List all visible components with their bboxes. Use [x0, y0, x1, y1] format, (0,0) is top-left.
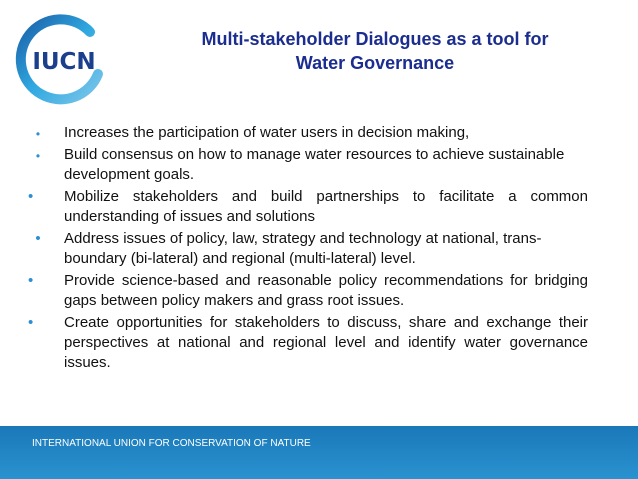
bullet-list [28, 123, 588, 375]
bullet-icon: • [35, 230, 41, 247]
title-line-2: Water Governance [295, 53, 455, 73]
bullet-icon: • [35, 127, 41, 141]
title-line-1: Multi-stakeholder Dialogues as a tool for [201, 29, 549, 49]
bullet-icon: • [28, 188, 34, 205]
bullet-item [28, 145, 588, 185]
iucn-logo [10, 12, 110, 112]
bullet-text: Mobilize stakeholders and build partnerships to facilitate a common understanding of issues and solutions [64, 188, 588, 225]
slide-title [150, 27, 600, 75]
bullet-icon: • [28, 314, 34, 331]
bullet-item [28, 187, 588, 227]
bullet-icon: • [35, 149, 41, 163]
bullet-text: Address issues of policy, law, strategy and technology at national, trans-boundary (bi-lateral) and regional (multi-lateral) level. [64, 230, 542, 267]
bullet-text: Provide science-based and reasonable policy recommendations for bridging gaps between policy makers and grass root issues. [64, 272, 588, 309]
bullet-text: Build consensus on how to manage water resources to achieve sustainable development goals. [64, 146, 565, 183]
bullet-item [28, 271, 588, 311]
bullet-text: Increases the participation of water users in decision making, [64, 124, 470, 141]
bullet-item [28, 229, 588, 269]
bullet-item [28, 313, 588, 373]
bullet-item [28, 123, 588, 143]
bullet-text: Create opportunities for stakeholders to discuss, share and exchange their perspectives at national and regional level and identify water governance issues. [64, 314, 588, 371]
footer-text: INTERNATIONAL UNION FOR CONSERVATION OF NATURE [32, 438, 311, 449]
bullet-icon: • [28, 272, 34, 289]
footer-bar [0, 426, 638, 479]
logo-text: IUCN [32, 49, 96, 75]
